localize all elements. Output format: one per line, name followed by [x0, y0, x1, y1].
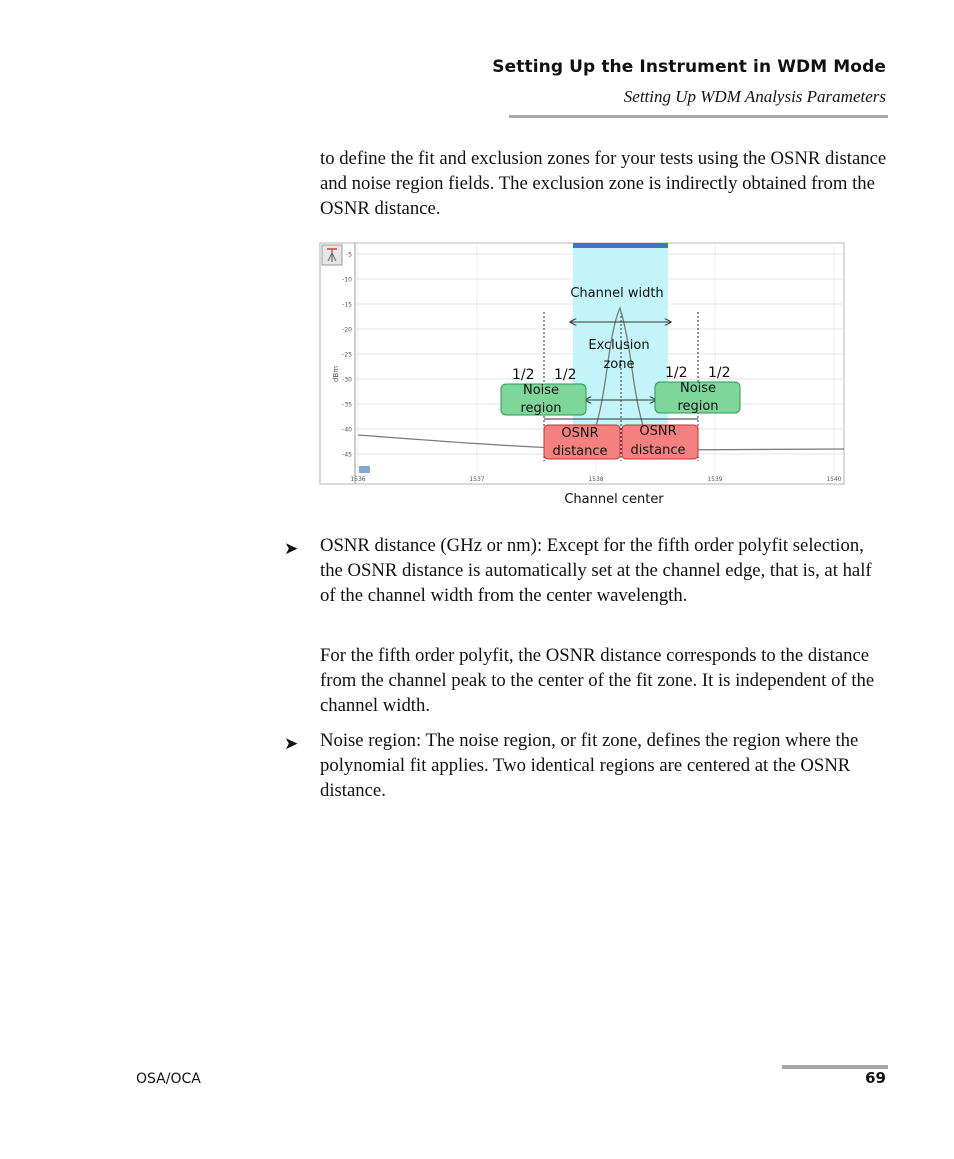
scroll-marker[interactable]: [359, 466, 370, 473]
noise-region-right-label-2: region: [677, 399, 719, 414]
x-tick-label: 1538: [588, 476, 604, 483]
y-tick-label: -45: [342, 451, 352, 459]
osnr-left-label-2: distance: [552, 444, 608, 459]
channel-width-label: Channel width: [570, 286, 664, 301]
y-unit-label: dBm: [332, 365, 340, 383]
noise-region-left: [501, 383, 586, 416]
x-tick-label: 1537: [469, 476, 485, 483]
y-tick-label: -30: [342, 376, 352, 384]
page-number: 69: [865, 1069, 886, 1087]
running-header-title: Setting Up the Instrument in WDM Mode: [492, 57, 886, 77]
channel-center-label: Channel center: [564, 492, 664, 507]
osnr-distance-left: [544, 425, 620, 459]
y-tick-label: -10: [342, 276, 352, 284]
y-tick-label: -25: [342, 351, 352, 359]
exclusion-zone-label-2: zone: [603, 357, 635, 372]
osnr-right-label-1: OSNR: [639, 424, 677, 439]
noise-region-left-label-1: Noise: [522, 383, 560, 398]
bullet-osnr-distance: OSNR distance (GHz or nm): Except for the fifth order polyfit selection, the OSNR distance is automatically set at the channel edge, that is, at half of the channel width from the center wavelength.: [320, 535, 872, 606]
running-header-subtitle: Setting Up WDM Analysis Parameters: [623, 87, 886, 106]
noise-region-left-label-2: region: [520, 401, 562, 416]
osnr-distance-right: [622, 424, 698, 459]
half-label-3: 1/2: [665, 365, 688, 381]
footer-product: OSA/OCA: [136, 1071, 201, 1087]
bullet-marker-2: ➤: [284, 734, 299, 753]
y-tick-label: -15: [342, 301, 352, 309]
channel-top-bar: [573, 243, 668, 248]
bullet-osnr-distance-note: For the fifth order polyfit, the OSNR distance corresponds to the distance from the channel peak to the center of the fit zone. It is independent of the channel width.: [320, 645, 875, 716]
osnr-right-label-2: distance: [630, 443, 686, 458]
bullet-marker-1: ➤: [284, 539, 299, 558]
noise-region-right-label-1: Noise: [679, 381, 717, 396]
noise-region-right: [655, 381, 740, 414]
y-tick-label: -35: [342, 401, 352, 409]
intro-paragraph: to define the fit and exclusion zones for your tests using the OSNR distance and noise region fields. The exclusion zone is indirectly obtained from the OSNR distance.: [320, 148, 887, 219]
y-tick-label: -20: [342, 326, 352, 334]
zoom-tool-icon[interactable]: [322, 245, 342, 265]
header-rule: [509, 115, 888, 118]
osnr-figure: [318, 236, 846, 514]
x-tick-label: 1536: [350, 476, 366, 483]
y-tick-label: -40: [342, 426, 352, 434]
half-label-2: 1/2: [554, 367, 577, 383]
x-tick-label: 1540: [826, 476, 842, 483]
half-label-1: 1/2: [512, 367, 535, 383]
osnr-left-label-1: OSNR: [561, 426, 599, 441]
exclusion-zone-label-1: Exclusion: [588, 338, 650, 353]
y-tick-label: -5: [346, 251, 352, 259]
bullet-noise-region: Noise region: The noise region, or fit zone, defines the region where the polynomial fit applies. Two identical regions are centered at the OSNR distance.: [320, 730, 859, 801]
x-tick-label: 1539: [707, 476, 723, 483]
half-label-4: 1/2: [708, 365, 731, 381]
